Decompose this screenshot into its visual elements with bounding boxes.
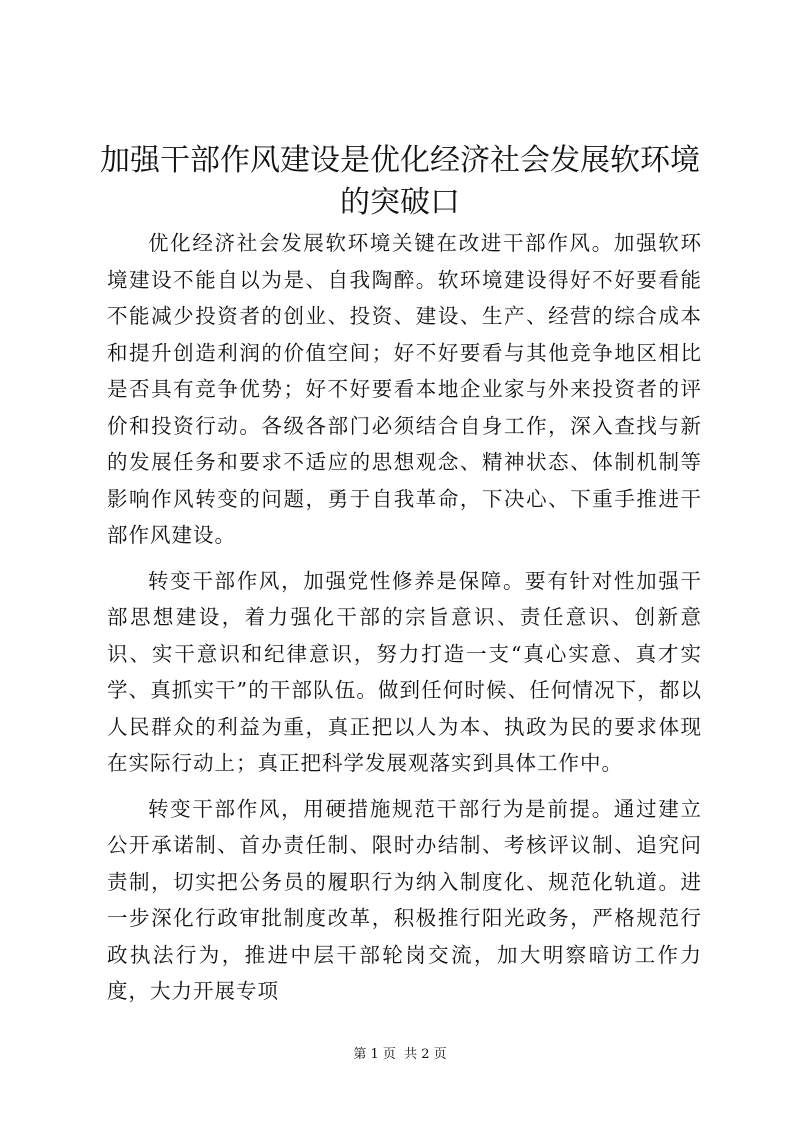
paragraph-3: 转变干部作风，用硬措施规范干部行为是前提。通过建立公开承诺制、首办责任制、限时办结制、考核评议制、追究问责制，切实把公务员的履职行为纳入制度化、规范化轨道。进一步深化行政审批制度改革，积极推行阳光政务，严格规范行政执法行为，推进中层干部轮岗交流，加大明察暗访工作力度，大力开展专项 xyxy=(107,796,702,1003)
paragraph-1: 优化经济社会发展软环境关键在改进干部作风。加强软环境建设不能自以为是、自我陶醉。软环境建设得好不好要看能不能减少投资者的创业、投资、建设、生产、经营的综合成本和提升创造利润的价值空间；好不好要看与其他竞争地区相比是否具有竞争优势；好不好要看本地企业家与外来投资者的评价和投资行动。各级各部门必须结合自身工作，深入查找与新的发展任务和要求不适应的思想观念、精神状态、体制机制等影响作风转变的问题，勇于自我革命，下决心、下重手推进干部作风建设。 xyxy=(107,231,702,547)
document-title: 加强干部作风建设是优化经济社会发展软环境的突破口 xyxy=(100,143,700,220)
page-number-label: 第 1 页 共 2 页 xyxy=(353,1047,447,1062)
document-body xyxy=(107,225,702,1019)
page-footer xyxy=(0,1046,800,1064)
paragraph-2: 转变干部作风，加强党性修养是保障。要有针对性加强干部思想建设，着力强化干部的宗旨意识、责任意识、创新意识、实干意识和纪律意识，努力打造一支“真心实意、真才实学、真抓实干”的干部队伍。做到任何时候、任何情况下，都以人民群众的利益为重，真正把以人为本、执政为民的要求体现在实际行动上；真正把科学发展观落实到具体工作中。 xyxy=(107,568,702,775)
